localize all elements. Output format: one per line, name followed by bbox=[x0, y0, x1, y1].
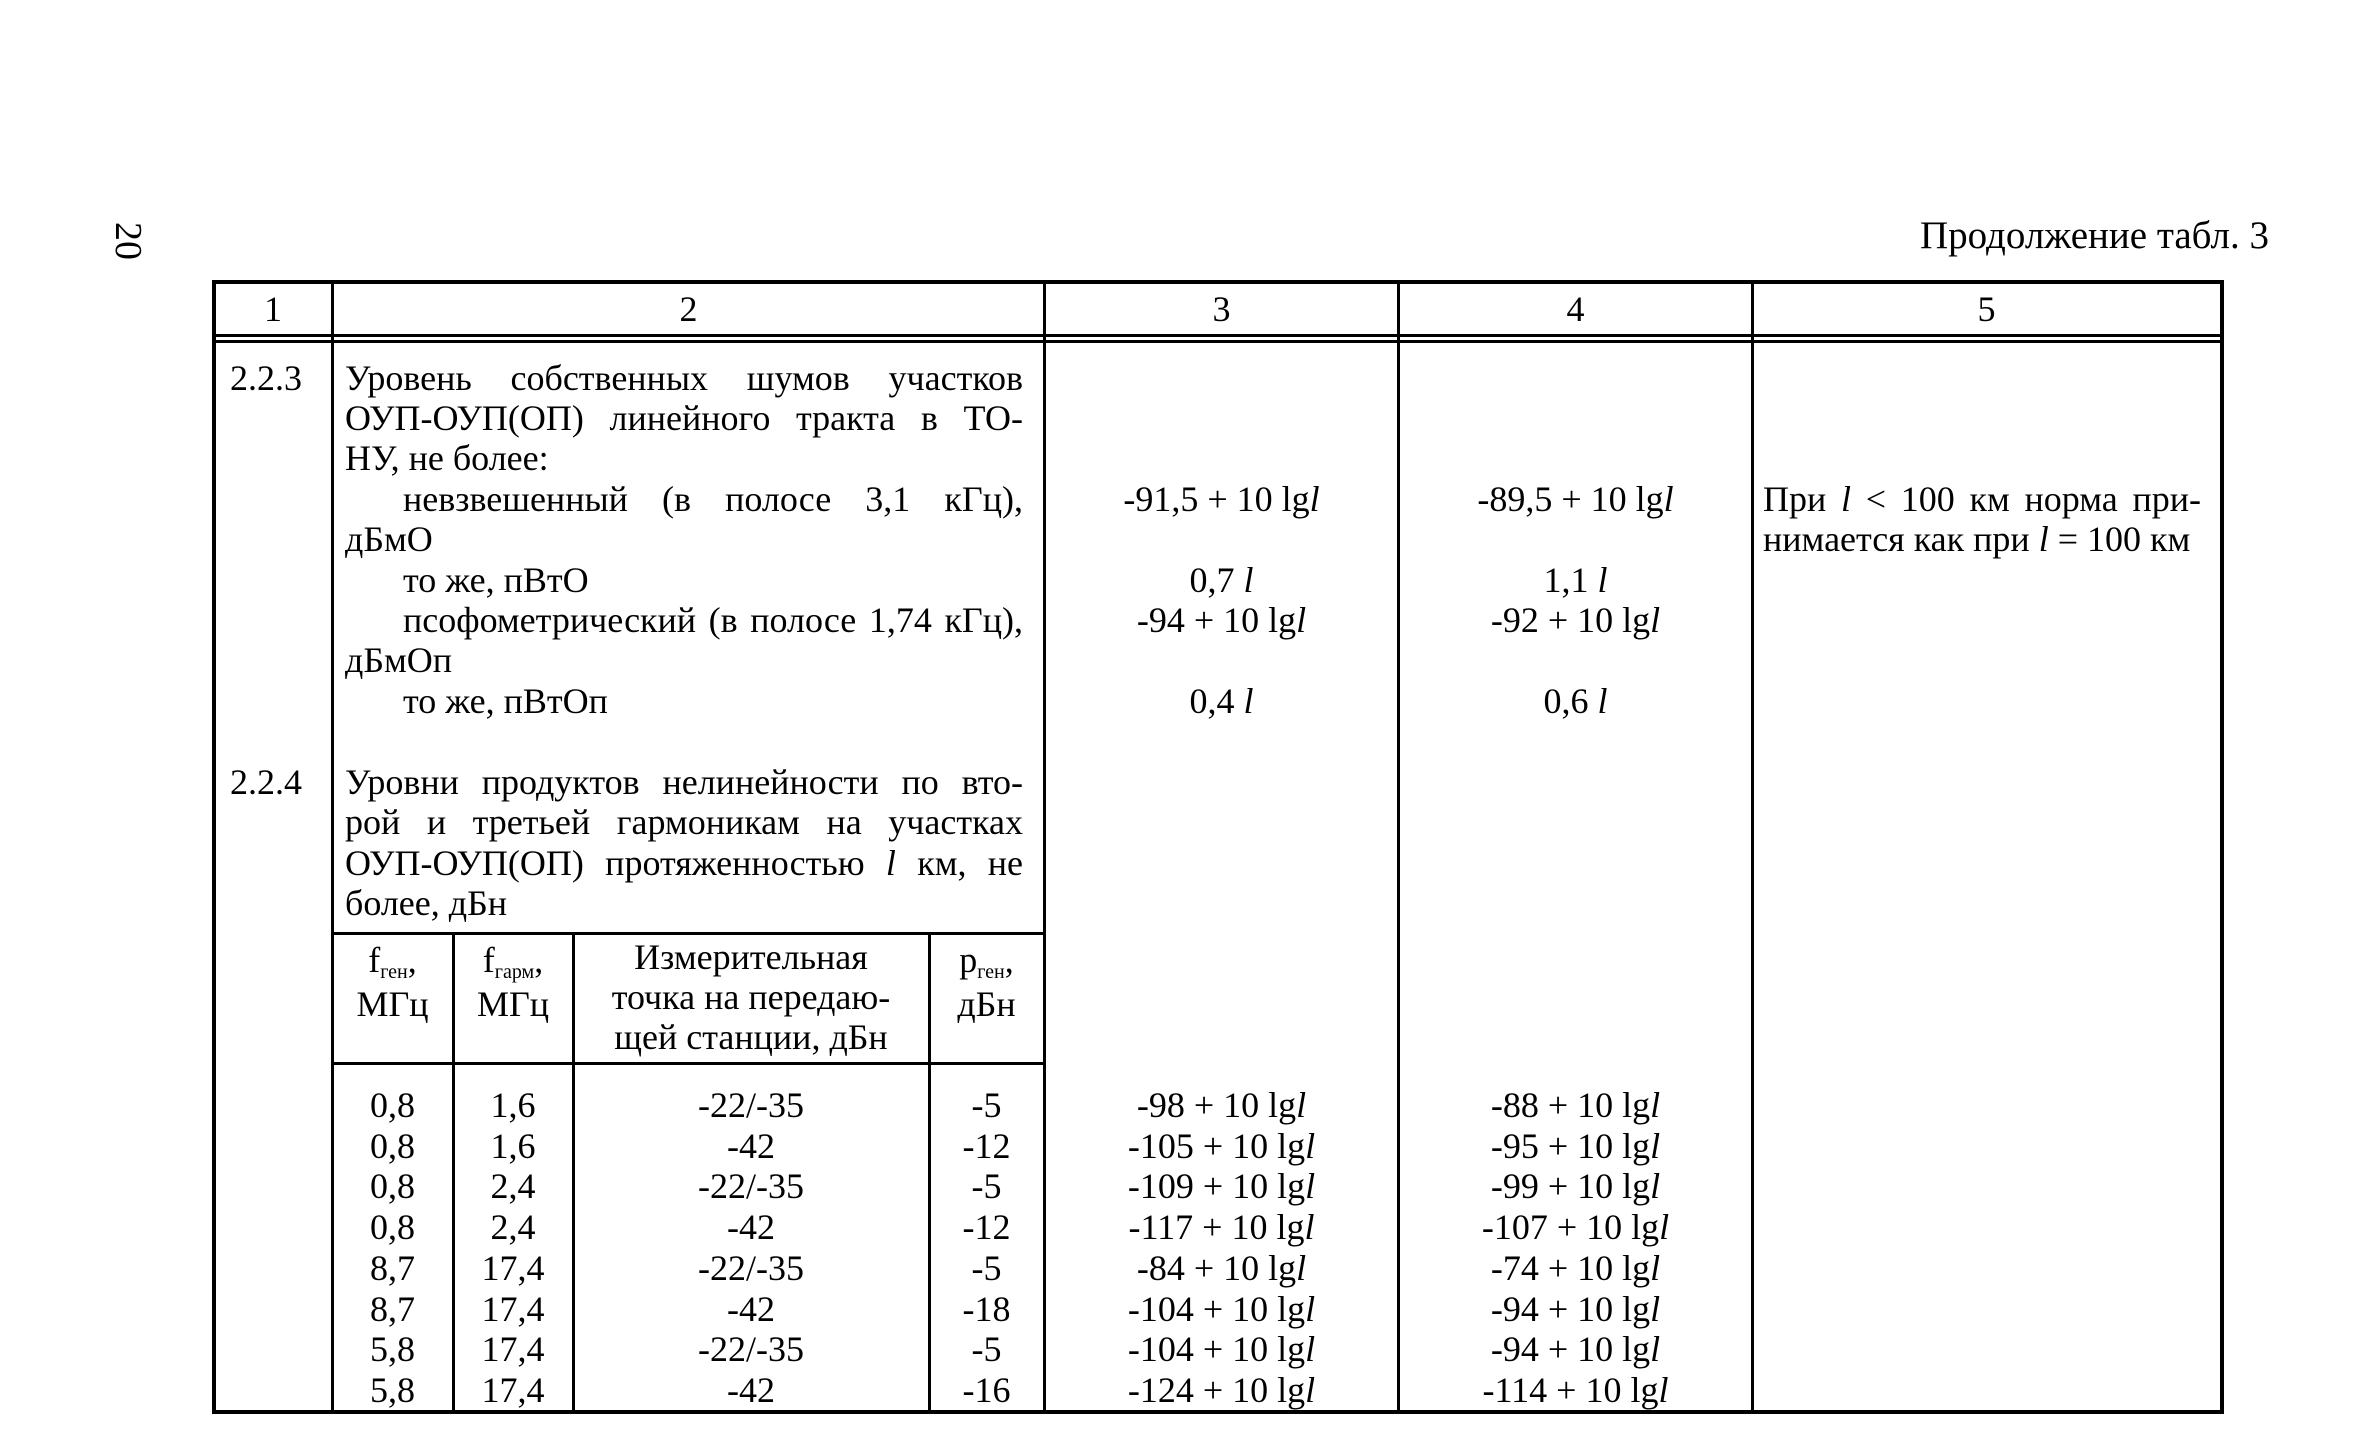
row-223-item-3-col4: -92 + 10 lgl bbox=[1490, 600, 1661, 640]
cell-col4: -94 + 10 lgl bbox=[1490, 1329, 1661, 1370]
subheader-fharm-unit: МГц bbox=[476, 984, 550, 1024]
subheader-meas-line2: точка на передаю- bbox=[611, 977, 891, 1017]
cell-col4: -99 + 10 lgl bbox=[1490, 1166, 1661, 1207]
cell-col3: -117 + 10 lgl bbox=[1128, 1207, 1315, 1248]
cell-col3: -105 + 10 lgl bbox=[1127, 1125, 1316, 1166]
row-223-title-line2: ОУП-ОУП(ОП) линейного тракта в ТО- bbox=[345, 398, 1023, 438]
row-223-note-line2: нимается как при l = 100 км bbox=[1763, 519, 2191, 559]
row-number-224: 2.2.4 bbox=[230, 762, 302, 802]
subheader-fgen-unit: МГц bbox=[356, 984, 429, 1024]
cell-pgen: -5 bbox=[971, 1166, 1002, 1207]
subheader-fharm: $f_{гарм}$, bbox=[482, 940, 544, 983]
cell-pgen: -12 bbox=[962, 1125, 1011, 1166]
cell-fgen: 8,7 bbox=[370, 1247, 415, 1288]
cell-pgen: -5 bbox=[971, 1329, 1002, 1370]
header-col-1: 1 bbox=[264, 289, 282, 329]
cell-meas: -42 bbox=[727, 1288, 775, 1329]
cell-meas: -42 bbox=[727, 1125, 775, 1166]
row-223-item-4-label: то же, пВтОп bbox=[403, 681, 608, 721]
cell-pgen: -16 bbox=[962, 1369, 1011, 1410]
cell-fgen: 0,8 bbox=[370, 1125, 415, 1166]
row-223-note-line1: При l < 100 км норма при- bbox=[1763, 479, 2202, 519]
cell-col4: -95 + 10 lgl bbox=[1490, 1125, 1661, 1166]
cell-col4: -94 + 10 lgl bbox=[1490, 1288, 1661, 1329]
cell-pgen: -12 bbox=[962, 1207, 1011, 1248]
subheader-pgen: $p_{ген}$, bbox=[959, 940, 1014, 983]
row-224-title-line2: рой и третьей гармоникам на участках bbox=[345, 802, 1023, 842]
row-223-item-3-col3: -94 + 10 lgl bbox=[1136, 600, 1307, 640]
cell-pgen: -18 bbox=[962, 1288, 1011, 1329]
cell-fharm: 2,4 bbox=[490, 1207, 536, 1248]
row-223-item-2-label: то же, пВтО bbox=[403, 560, 589, 600]
cell-fgen: 0,8 bbox=[370, 1166, 415, 1207]
row-224-title-line4: более, дБн bbox=[345, 883, 508, 923]
cell-fgen: 8,7 bbox=[370, 1288, 415, 1329]
header-col-2: 2 bbox=[679, 289, 698, 329]
row-223-title-line3: НУ, не более: bbox=[345, 438, 549, 478]
cell-fharm: 1,6 bbox=[490, 1085, 536, 1125]
cell-meas: -22/-35 bbox=[698, 1085, 804, 1125]
cell-fharm: 17,4 bbox=[481, 1369, 545, 1410]
subheader-fgen: $f_{ген}$, bbox=[368, 940, 417, 983]
subheader-pgen-unit: дБн bbox=[957, 984, 1016, 1024]
row-224-title-line1: Уровни продуктов нелинейности по вто- bbox=[345, 762, 1023, 802]
header-col-5: 5 bbox=[1977, 289, 1996, 329]
cell-meas: -22/-35 bbox=[698, 1247, 804, 1288]
cell-col4: -88 + 10 lgl bbox=[1490, 1085, 1661, 1125]
cell-meas: -22/-35 bbox=[698, 1329, 804, 1370]
row-number-223: 2.2.3 bbox=[230, 358, 302, 398]
table-caption: Продолжение табл. 3 bbox=[1919, 214, 2269, 257]
cell-fharm: 17,4 bbox=[481, 1288, 545, 1329]
header-col-4: 4 bbox=[1566, 289, 1585, 329]
cell-col3: -84 + 10 lgl bbox=[1136, 1247, 1307, 1288]
cell-fharm: 1,6 bbox=[490, 1125, 536, 1166]
row-223-item-4-col4: 0,6 l bbox=[1543, 681, 1608, 721]
row-223-item-1-col4: -89,5 + 10 lgl bbox=[1477, 479, 1674, 519]
cell-col3: -104 + 10 lgl bbox=[1127, 1329, 1316, 1370]
cell-meas: -22/-35 bbox=[698, 1166, 804, 1207]
subheader-meas-line3: щей станции, дБн bbox=[614, 1017, 888, 1057]
row-223-item-1-label: невзвешенный (в полосе 3,1 кГц), bbox=[403, 479, 1023, 519]
cell-meas: -42 bbox=[727, 1207, 775, 1248]
cell-col4: -107 + 10 lgl bbox=[1481, 1207, 1670, 1248]
row-223-item-4-col3: 0,4 l bbox=[1189, 681, 1254, 721]
row-223-item-3-label: псофометрический (в полосе 1,74 кГц), bbox=[403, 600, 1023, 640]
cell-fharm: 17,4 bbox=[481, 1329, 545, 1370]
cell-fgen: 5,8 bbox=[370, 1369, 415, 1410]
cell-fgen: 5,8 bbox=[370, 1329, 415, 1370]
cell-pgen: -5 bbox=[971, 1085, 1002, 1125]
row-223-item-2-col3: 0,7 l bbox=[1189, 560, 1254, 600]
row-224-title-line3: ОУП-ОУП(ОП) протяженностью l км, не bbox=[345, 843, 1024, 883]
cell-fharm: 17,4 bbox=[481, 1247, 545, 1288]
cell-meas: -42 bbox=[727, 1369, 775, 1410]
subheader-meas-line1: Измерительная bbox=[634, 937, 868, 977]
cell-col4: -114 + 10 lgl bbox=[1482, 1369, 1669, 1410]
cell-pgen: -5 bbox=[971, 1247, 1002, 1288]
cell-col3: -109 + 10 lgl bbox=[1127, 1166, 1316, 1207]
cell-col4: -74 + 10 lgl bbox=[1490, 1247, 1661, 1288]
cell-fgen: 0,8 bbox=[370, 1085, 415, 1125]
page-number: 20 bbox=[107, 222, 149, 260]
cell-col3: -104 + 10 lgl bbox=[1127, 1288, 1316, 1329]
row-223-item-2-col4: 1,1 l bbox=[1543, 560, 1608, 600]
cell-fharm: 2,4 bbox=[490, 1166, 536, 1207]
row-223-title-line1: Уровень собственных шумов участков bbox=[345, 358, 1023, 398]
cell-fgen: 0,8 bbox=[370, 1207, 415, 1248]
row-223-item-3-unit: дБмОп bbox=[345, 640, 453, 680]
row-223-item-1-unit: дБмО bbox=[345, 519, 433, 559]
cell-col3: -98 + 10 lgl bbox=[1136, 1085, 1307, 1125]
row-223-item-1-col3: -91,5 + 10 lgl bbox=[1123, 479, 1320, 519]
cell-col3: -124 + 10 lgl bbox=[1127, 1369, 1316, 1410]
header-col-3: 3 bbox=[1212, 289, 1231, 329]
